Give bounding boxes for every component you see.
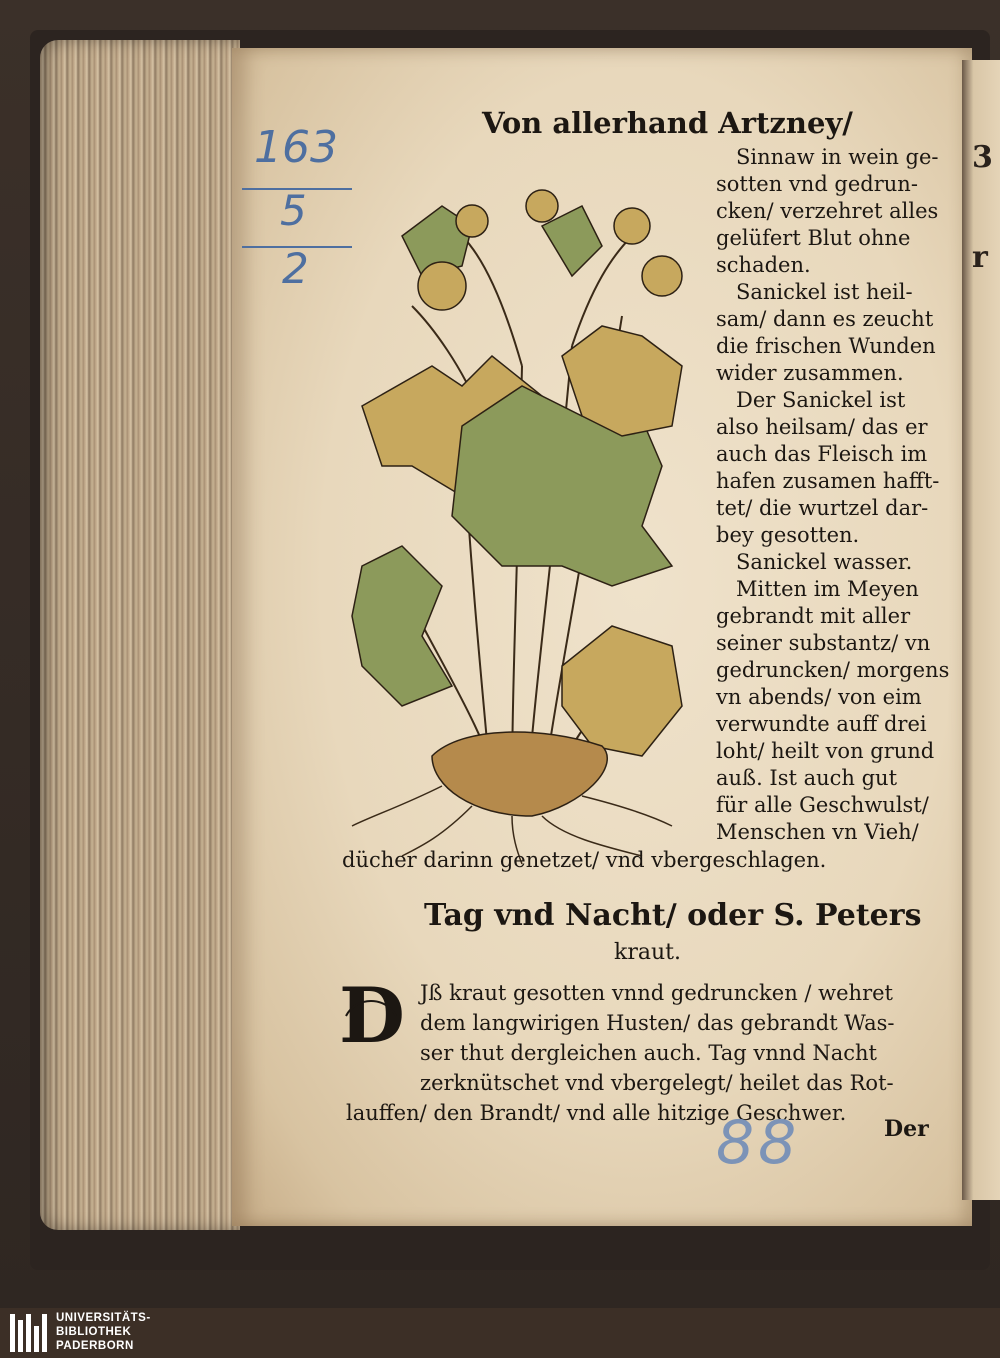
drop-cap-letter: D: [339, 976, 405, 1058]
text-line: auß. Ist auch gut: [716, 766, 898, 790]
text-line: dem langwirigen Husten/ das gebrandt Was-: [420, 1011, 895, 1035]
text-line: lauffen/ den Brandt/ vnd alle hitzige Geschwer.: [346, 1101, 847, 1125]
text-line: Menschen vn Vieh/: [716, 820, 919, 844]
text-line: Jß kraut gesotten vnnd gedruncken / wehret: [420, 981, 893, 1005]
library-name: [56, 1311, 151, 1353]
facing-page-fragment: 3: [972, 140, 993, 175]
subheading-sanickel-wasser: Sanickel wasser.: [736, 550, 913, 574]
section-heading: Tag vnd Nacht/ oder S. Peters: [424, 898, 922, 933]
text-line: cken/ verzehret alles: [716, 199, 939, 223]
facing-page-edge: [962, 60, 1000, 1200]
book-page: [232, 48, 972, 1226]
university-library-logo-icon: [8, 1312, 50, 1354]
text-line: für alle Geschwulst/: [716, 793, 929, 817]
section-heading-continuation: kraut.: [614, 940, 681, 965]
text-line: ser thut dergleichen auch. Tag vnnd Nacht: [420, 1041, 877, 1065]
text-line: loht/ heilt von grund: [716, 739, 935, 763]
full-width-line: dücher darinn genetzet/ vnd vbergeschlagen.: [342, 848, 827, 872]
decorated-initial: [336, 976, 408, 1058]
text-line: sotten vnd gedrun-: [716, 172, 918, 196]
text-line: zerknütschet vnd vbergelegt/ heilet das Rot-: [420, 1071, 894, 1095]
text-line: Mitten im Meyen: [736, 577, 919, 601]
text-line: Sanickel ist heil-: [736, 280, 913, 304]
running-head: Von allerhand Artzney/: [482, 106, 853, 140]
text-line: wider zusammen.: [716, 361, 904, 385]
library-name-line: UNIVERSITÄTS-: [56, 1312, 151, 1324]
text-line: gedruncken/ morgens: [716, 658, 950, 682]
text-line: also heilsam/ das er: [716, 415, 928, 439]
library-name-line: PADERBORN: [56, 1340, 134, 1352]
text-line: seiner substantz/ vn: [716, 631, 931, 655]
text-line: auch das Fleisch im: [716, 442, 928, 466]
text-line: schaden.: [716, 253, 811, 277]
text-line: Sinnaw in wein ge-: [736, 145, 939, 169]
pencil-page-number: 88: [716, 1108, 801, 1178]
sanicle-woodcut-illustration: [342, 166, 702, 866]
fraction-numerator: 5: [280, 186, 307, 235]
facing-page-fragment: r: [972, 240, 988, 275]
paragraph-tag-und-nacht: [346, 978, 960, 1128]
text-line: tet/ die wurtzel dar-: [716, 496, 929, 520]
catchword: Der: [884, 1116, 929, 1142]
text-line: die frischen Wunden: [716, 334, 936, 358]
text-line: bey gesotten.: [716, 523, 860, 547]
text-line: vn abends/ von eim: [716, 685, 922, 709]
footer-bar: [0, 1308, 1000, 1358]
right-column-text: [716, 144, 956, 846]
text-line: Der Sanickel ist: [736, 388, 906, 412]
text-line: verwundte auff drei: [716, 712, 927, 736]
fraction-denominator: 2: [282, 244, 309, 293]
foliation-number: 163: [254, 122, 338, 173]
text-line: sam/ dann es zeucht: [716, 307, 934, 331]
library-name-line: BIBLIOTHEK: [56, 1326, 132, 1338]
text-line: hafen zusamen hafft-: [716, 469, 940, 493]
text-line: gelüfert Blut ohne: [716, 226, 911, 250]
page-edges: [40, 40, 240, 1230]
text-line: gebrandt mit aller: [716, 604, 911, 628]
